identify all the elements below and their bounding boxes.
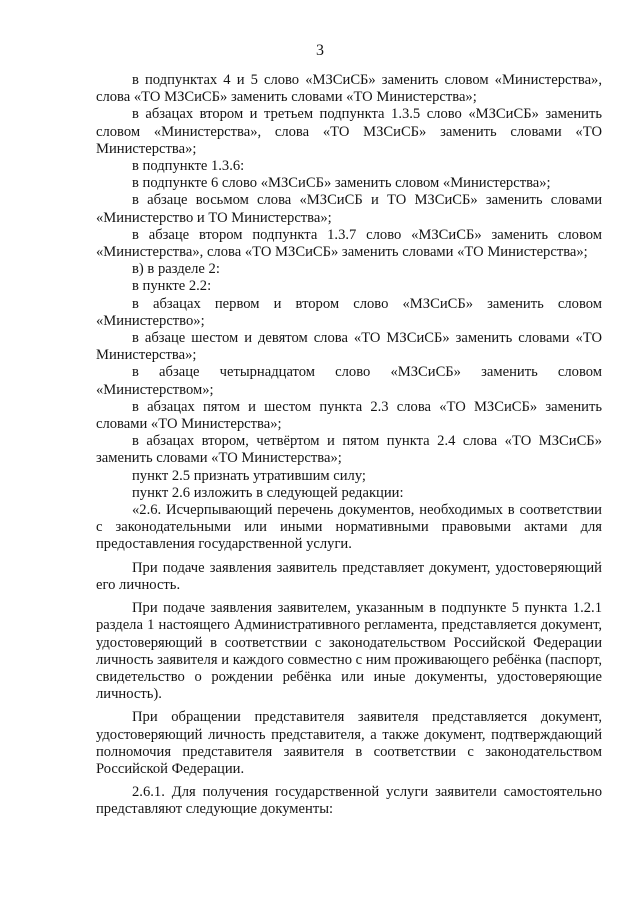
paragraph: пункт 2.6 изложить в следующей редакции:	[132, 484, 404, 501]
paragraph: в абзацах втором, четвёртом и пятом пункта 2.4 слова «ТО МЗСиСБ» заменить словами «ТО Министерства»;	[96, 433, 602, 467]
paragraph: пункт 2.5 признать утратившим силу;	[132, 467, 366, 484]
paragraph: в абзацах пятом и шестом пункта 2.3 слова «ТО МЗСиСБ» заменить словами «ТО Министерства»;	[96, 398, 602, 433]
paragraph: в абзаце втором подпункта 1.3.7 слово «МЗСиСБ» заменить словом «Министерства», слова «ТО МЗСиСБ» заменить словами «ТО Министерства»;	[96, 226, 602, 261]
paragraph: 2.6.1. Для получения государственной услуги заявители самостоятельно представляют следующие документы:	[96, 784, 602, 818]
paragraph: в абзацах первом и втором слово «МЗСиСБ» заменить словом «Министерство»;	[96, 295, 602, 329]
paragraph: в абзаце четырнадцатом слово «МЗСиСБ» заменить словом «Министерством»;	[96, 364, 602, 398]
document-body	[96, 72, 602, 819]
paragraph: При подаче заявления заявителем, указанным в подпункте 5 пункта 1.2.1 раздела 1 настоящего Административного регламента, представляется документ, удостоверяющий в соответствии с законодательством Российской Федерации личность заявителя и каждого совместно с ним проживающего ребёнка (паспорт, свидетельство о рождении ребёнка или иные документы, удостоверяющие личность).	[96, 600, 602, 703]
paragraph: в абзаце восьмом слова «МЗСиСБ и ТО МЗСиСБ» заменить словами «Министерство и ТО Министерства»;	[96, 192, 602, 226]
paragraph: в абзацах втором и третьем подпункта 1.3.5 слово «МЗСиСБ» заменить словом «Министерства», слова «ТО МЗСиСБ» заменить словами «ТО Министерства»;	[96, 106, 602, 157]
paragraph: в подпункте 1.3.6:	[132, 158, 245, 175]
paragraph: в) в разделе 2:	[132, 261, 220, 278]
paragraph: «2.6. Исчерпывающий перечень документов, необходимых в соответствии с законодательными или иными нормативными правовыми актами для предоставления государственной услуги.	[96, 502, 602, 553]
paragraph: в пункте 2.2:	[132, 278, 212, 295]
page-number: 3	[316, 42, 324, 59]
paragraph: в подпунктах 4 и 5 слово «МЗСиСБ» заменить словом «Министерства», слова «ТО МЗСиСБ» заменить словами «ТО Министерства»;	[96, 72, 602, 106]
paragraph: в подпункте 6 слово «МЗСиСБ» заменить словом «Министерства»;	[132, 175, 551, 192]
paragraph: При подаче заявления заявитель представляет документ, удостоверяющий его личность.	[96, 559, 602, 593]
paragraph: При обращении представителя заявителя представляется документ, удостоверяющий личность представителя, а также документ, подтверждающий полномочия представителя заявителя в соответствии с законодательством Российской Федерации.	[96, 709, 602, 777]
paragraph: в абзаце шестом и девятом слова «ТО МЗСиСБ» заменить словами «ТО Министерства»;	[96, 330, 602, 364]
